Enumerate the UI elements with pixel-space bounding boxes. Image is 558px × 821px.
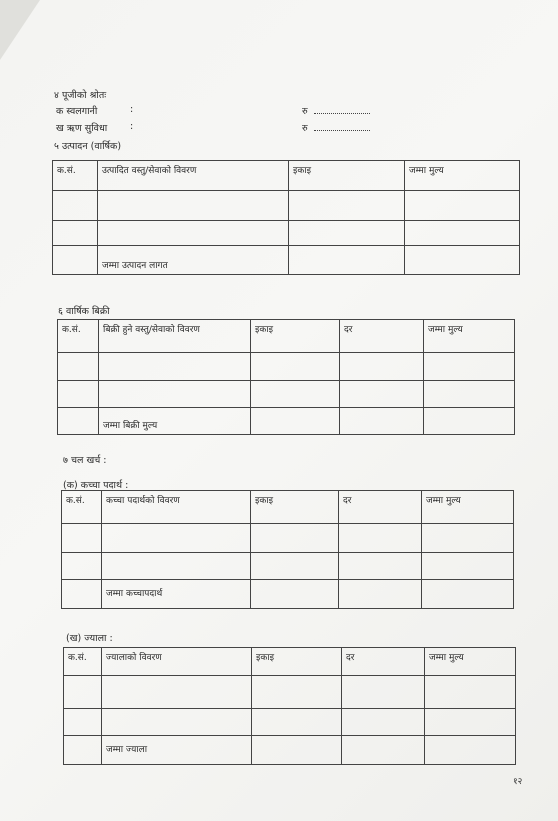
table-cell[interactable]: [102, 524, 251, 553]
raw-total-label: जम्मा कच्चापदार्थ: [102, 580, 251, 609]
table-row: [62, 553, 514, 580]
table-cell[interactable]: [98, 221, 289, 246]
table-cell[interactable]: [405, 191, 520, 221]
table-cell[interactable]: [339, 580, 422, 609]
table-cell[interactable]: [252, 709, 342, 736]
table-cell[interactable]: [289, 221, 405, 246]
production-header-unit: इकाइ: [289, 161, 405, 191]
table-cell[interactable]: [289, 191, 405, 221]
wages-table: [63, 647, 516, 765]
table-cell[interactable]: [64, 709, 102, 736]
table-cell[interactable]: [342, 676, 425, 709]
running-costs-heading: ७ चल खर्च :: [63, 455, 107, 466]
raw-header-unit: इकाइ: [251, 491, 339, 524]
table-cell[interactable]: [58, 353, 99, 381]
table-row: [53, 221, 520, 246]
table-cell: [64, 736, 102, 765]
table-cell[interactable]: [422, 524, 514, 553]
production-header-description: उत्पादित वस्तु/सेवाको विवरण: [98, 161, 289, 191]
loan-facility-colon: :: [130, 121, 134, 132]
table-cell[interactable]: [422, 580, 514, 609]
table-cell[interactable]: [340, 353, 424, 381]
table-cell[interactable]: [342, 736, 425, 765]
production-total-label: जम्मा उत्पादन लागत: [98, 246, 289, 275]
table-cell: [58, 408, 99, 435]
table-cell[interactable]: [58, 381, 99, 408]
table-cell[interactable]: [339, 553, 422, 580]
sales-header-unit: इकाइ: [251, 320, 340, 353]
wages-heading: (ख) ज्याला :: [66, 633, 113, 644]
table-cell[interactable]: [99, 381, 251, 408]
table-cell[interactable]: [102, 676, 252, 709]
page-fold-shadow: [0, 0, 40, 60]
table-row: [62, 524, 514, 553]
table-row: [58, 353, 515, 381]
table-cell[interactable]: [99, 353, 251, 381]
raw-materials-heading: (क) कच्चा पदार्थ :: [63, 480, 129, 491]
table-cell[interactable]: [424, 408, 515, 435]
sales-total-label: जम्मा बिक्री मुल्य: [99, 408, 251, 435]
raw-header-sn: क.सं.: [62, 491, 102, 524]
production-header-sn: क.सं.: [53, 161, 98, 191]
table-cell[interactable]: [340, 408, 424, 435]
table-total-row: [62, 580, 514, 609]
table-cell[interactable]: [425, 736, 516, 765]
table-cell[interactable]: [251, 524, 339, 553]
table-cell[interactable]: [62, 553, 102, 580]
table-cell: [53, 246, 98, 275]
own-investment-currency: रु: [302, 106, 308, 117]
own-investment-amount-line[interactable]: [314, 113, 370, 114]
table-cell[interactable]: [251, 353, 340, 381]
sales-header-rate: दर: [340, 320, 424, 353]
wages-header-total: जम्मा मुल्य: [425, 648, 516, 676]
table-cell: [62, 580, 102, 609]
loan-facility-amount-line[interactable]: [314, 130, 370, 131]
annual-sales-table: [57, 319, 515, 435]
sales-header-description: बिक्री हुने वस्तु/सेवाको विवरण: [99, 320, 251, 353]
table-cell[interactable]: [339, 524, 422, 553]
table-cell[interactable]: [425, 709, 516, 736]
table-total-row: [64, 736, 516, 765]
table-cell[interactable]: [252, 736, 342, 765]
table-cell[interactable]: [405, 221, 520, 246]
wages-header-description: ज्यालाको विवरण: [102, 648, 252, 676]
table-cell[interactable]: [102, 553, 251, 580]
table-cell[interactable]: [64, 676, 102, 709]
loan-facility-label: ख ऋण सुविधा: [56, 123, 108, 134]
table-cell[interactable]: [53, 221, 98, 246]
production-header-total: जम्मा मुल्य: [405, 161, 520, 191]
loan-facility-currency: रु: [302, 123, 308, 134]
table-cell[interactable]: [102, 709, 252, 736]
table-cell[interactable]: [424, 353, 515, 381]
table-cell[interactable]: [252, 676, 342, 709]
table-row: [58, 381, 515, 408]
table-cell[interactable]: [251, 580, 339, 609]
table-row: [64, 709, 516, 736]
wages-header-rate: दर: [342, 648, 425, 676]
sales-header-sn: क.सं.: [58, 320, 99, 353]
table-cell[interactable]: [251, 553, 339, 580]
table-cell[interactable]: [342, 709, 425, 736]
own-investment-colon: :: [130, 104, 134, 115]
production-heading: ५ उत्पादन (वार्षिक): [54, 141, 122, 152]
wages-total-label: जम्मा ज्याला: [102, 736, 252, 765]
table-cell[interactable]: [340, 381, 424, 408]
sales-header-total: जम्मा मुल्य: [424, 320, 515, 353]
table-cell[interactable]: [405, 246, 520, 275]
table-row: [53, 191, 520, 221]
raw-materials-table: [61, 490, 514, 609]
table-cell[interactable]: [422, 553, 514, 580]
raw-header-rate: दर: [339, 491, 422, 524]
table-cell[interactable]: [251, 381, 340, 408]
production-table: [52, 160, 520, 275]
raw-header-description: कच्चा पदार्थको विवरण: [102, 491, 251, 524]
table-cell[interactable]: [425, 676, 516, 709]
page-number: १२: [513, 777, 523, 787]
table-cell[interactable]: [424, 381, 515, 408]
table-row: [64, 676, 516, 709]
table-cell[interactable]: [251, 408, 340, 435]
table-total-row: [58, 408, 515, 435]
table-cell[interactable]: [53, 191, 98, 221]
wages-header-unit: इकाइ: [252, 648, 342, 676]
raw-header-total: जम्मा मुल्य: [422, 491, 514, 524]
wages-header-sn: क.सं.: [64, 648, 102, 676]
own-investment-label: क स्वलगानी: [56, 106, 98, 117]
annual-sales-heading: ६ वार्षिक बिक्री: [58, 306, 110, 317]
table-cell[interactable]: [289, 246, 405, 275]
table-total-row: [53, 246, 520, 275]
table-cell[interactable]: [98, 191, 289, 221]
capital-source-heading: ४ पूजीको श्रोतः: [54, 90, 107, 101]
table-cell[interactable]: [62, 524, 102, 553]
